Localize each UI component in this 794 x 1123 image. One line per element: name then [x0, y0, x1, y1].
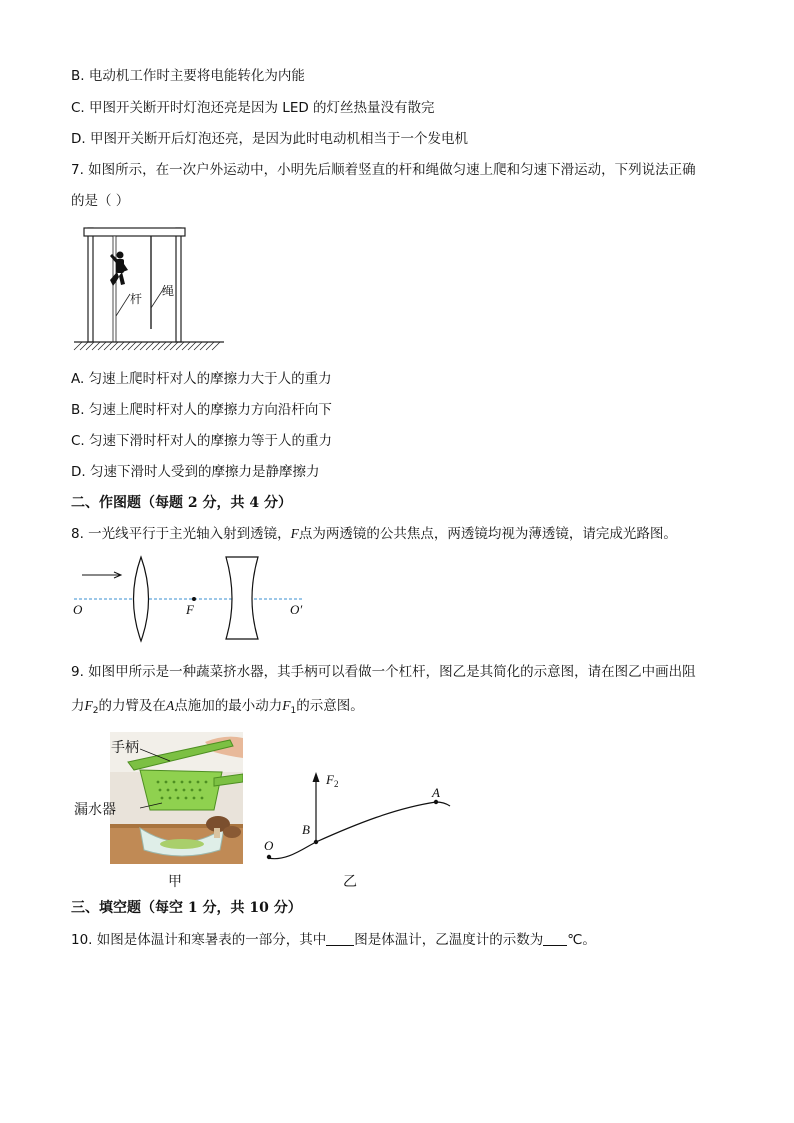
section-3-title: 三、填空题（每空 1 分，共 10 分） [71, 900, 302, 916]
q7-stem-line1: 7. 如图所示，在一次户外运动中，小明先后顺着竖直的杆和绳做匀速上爬和匀速下滑运动，下列说法正确 [71, 162, 696, 178]
rod-rope-frame-diagram [70, 224, 230, 354]
section-2-title: 二、作图题（每题 2 分，共 4 分） [71, 495, 292, 511]
q8-stem-post: 点为两透镜的公共焦点，两透镜均视为薄透镜，请完成光路图。 [298, 526, 677, 542]
f2-label [326, 772, 338, 789]
q9-text: 的力臂及在 [98, 698, 166, 714]
point-o-label: O [73, 602, 83, 617]
caption-yi: 乙 [343, 874, 357, 890]
q10-stem [71, 931, 596, 949]
q9-text: 点施加的最小动力 [174, 698, 283, 714]
rope-label: 绳 [162, 284, 175, 298]
lever-curve [268, 802, 450, 859]
q9-sub-2: 2 [92, 706, 99, 716]
q9-stem-line2 [71, 697, 364, 720]
q7-option-d: D. 匀速下滑时人受到的摩擦力是静摩擦力 [71, 464, 320, 480]
o-label: O [264, 838, 274, 853]
q8-stem-pre: 8. 一光线平行于主光轴入射到透镜， [71, 526, 291, 542]
a-label: A [432, 785, 440, 800]
convex-lens [134, 557, 149, 641]
q9-sub-1: 1 [290, 706, 297, 716]
q8-stem-var: F [290, 526, 299, 541]
point-f-label: F [186, 602, 194, 617]
q6-option-c: C. 甲图开关断开时灯泡还亮是因为 LED 的灯丝热量没有散完 [71, 100, 435, 116]
force-f2-arrow-icon [313, 772, 320, 782]
ground-hatching [74, 342, 220, 350]
handle-label: 手柄 [111, 740, 139, 756]
q9-text: 力 [71, 698, 85, 714]
f2-subscript: 2 [333, 779, 339, 789]
lever-sketch [256, 768, 466, 868]
q8-lens-figure [70, 555, 320, 645]
q9-var-a: A [165, 698, 175, 713]
q7-figure [70, 224, 230, 354]
b-label: B [302, 822, 310, 837]
q9-text: 的示意图。 [296, 698, 364, 714]
q8-stem [71, 525, 677, 543]
q10-text-b: 图是体温计，乙温度计的示数为 [354, 932, 544, 948]
q10-text-a: 10. 如图是体温计和寒暑表的一部分，其中 [71, 932, 327, 948]
q7-option-b: B. 匀速上爬时杆对人的摩擦力方向沿杆向下 [71, 402, 332, 418]
concave-lens [226, 557, 258, 639]
caption-jia: 甲 [168, 874, 182, 890]
point-o-prime-label: O′ [290, 602, 303, 617]
strainer-label: 漏水器 [74, 802, 116, 818]
q9-var-f2: F [84, 698, 93, 713]
q9-var-f1: F [282, 698, 291, 713]
f2-letter: F [326, 772, 334, 787]
lever-diagram [256, 768, 466, 868]
q7-option-c: C. 匀速下滑时杆对人的摩擦力等于人的重力 [71, 433, 333, 449]
point-o [267, 855, 271, 859]
photo-leader-lines [140, 745, 180, 825]
q10-blank-2[interactable] [543, 931, 567, 946]
q10-blank-1[interactable] [326, 931, 354, 946]
rod-label: 杆 [130, 292, 143, 306]
q6-option-b: B. 电动机工作时主要将电能转化为内能 [71, 68, 305, 84]
lens-diagram [70, 555, 320, 645]
q6-option-d: D. 甲图开关断开后灯泡还亮，是因为此时电动机相当于一个发电机 [71, 131, 468, 147]
focus-point [192, 597, 196, 601]
q7-stem-line2: 的是（ ） [71, 193, 130, 209]
q10-text-c: ℃。 [567, 932, 596, 948]
q7-option-a: A. 匀速上爬时杆对人的摩擦力大于人的重力 [71, 371, 332, 387]
q9-stem-line1: 9. 如图甲所示是一种蔬菜挤水器，其手柄可以看做一个杠杆，图乙是其简化的示意图，请在图乙中画出阻 [71, 664, 696, 680]
